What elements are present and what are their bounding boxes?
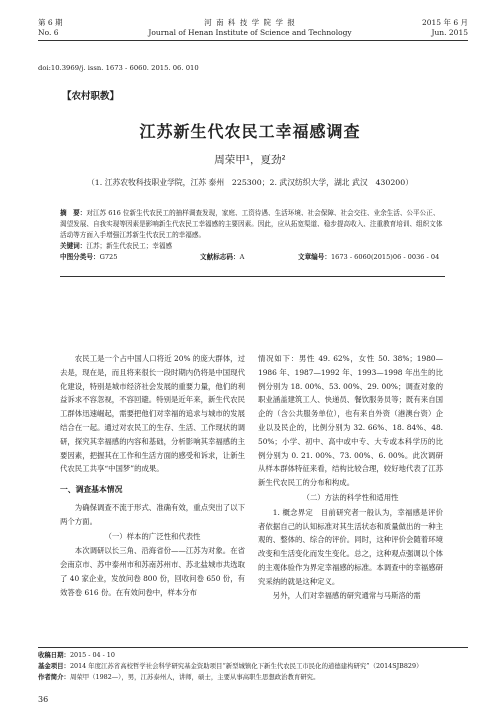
abstract-rule [60, 276, 445, 277]
author-bio-value: 周荣甲（1982—），男，江苏泰州人，讲师，硕士，主要从事高职生思想政治教育研究。 [69, 673, 320, 681]
footnote-rule [38, 647, 468, 648]
abstract [60, 208, 445, 241]
code-value: A [239, 253, 245, 261]
journal-en: Journal of Henan Institute of Science and Technology [148, 28, 352, 37]
right-column [258, 352, 443, 602]
classification-row [60, 252, 445, 263]
clc [60, 252, 117, 263]
article-label: 文章编号： [298, 253, 331, 261]
clc-label: 中图分类号： [60, 253, 100, 261]
page-number: 36 [38, 695, 49, 704]
authors: 周荣甲¹，夏劲² [214, 154, 286, 166]
header-rule [38, 40, 468, 41]
received-label: 收稿日期： [38, 651, 70, 659]
abstract-text: 对江苏 616 位新生代农民工的抽样调查发现，家庭、工资待遇、生活环境、社会保障、社会交往、业余生活、公平公正、渴望发展、自我实现等因素是影响新生代农民工幸福感的主要因素。因此，应从拓宽渠道、稳步提高收入、注重教育培训、组织文体活动等方面入手增强江苏新生代农民工的幸福感。 [60, 209, 443, 239]
section-heading-1: 一、调查基本情况 [60, 485, 123, 495]
fund-info [38, 661, 468, 672]
affiliation: （1. 江苏农牧科技职业学院，江苏 泰州 225300；2. 武汉纺织大学，湖北 武汉 430200） [86, 178, 414, 187]
fund-label: 基金项目： [38, 662, 70, 670]
subsection-heading-2: （二）方法的科学性和适用性 [302, 492, 399, 502]
subsection-1-paragraph: 本次调研以长三角、沿海省份——江苏为对象。在省会南京市、苏中泰州市和苏南苏州市、苏北盐城市共选取了 40 家企业，发放问卷 800 份，回收问卷 650 份，有效答卷 616 份。在有效问卷中，样本分布 [60, 546, 245, 597]
issue-en: No. 6 [38, 28, 59, 37]
section-1-paragraph: 为确保调查不流于形式、准确有效，重点突出了以下两个方面。 [60, 502, 245, 526]
received-date [38, 650, 468, 661]
maslow-paragraph: 另外，人们对幸福感的研究通常与马斯洛的需 [272, 590, 421, 600]
date-cn: 2015 年 6 月 [421, 18, 468, 27]
journal-cn: 河 南 科 技 学 院 学 报 [204, 18, 296, 27]
date-en: Jun. 2015 [431, 28, 468, 37]
footnote [38, 650, 468, 683]
sample-paragraph: 情况如下：男性 49. 62%，女性 50. 38%；1980—1986 年、1987—1992 年、1993—1998 年出生的比例分别为 18. 00%、53. 00%、29. 00%；调查对象的职业涵盖建筑工人、快递员、餐饮服务员等；既有来自国企的（含公共服务单位），也有来自外资（港澳台资）企业以及民企的，比例分别为 32. 66%、18. 84%、48. 50%；小学、初中、高中或中专、大专或本科学历的比例分别为 0. 21. 00%、73. 00%、6. 00%。此次调研从样本群体特征来看，结构比较合理，较好地代表了江苏新生代农民工的分布和构成。 [258, 354, 443, 488]
code-label: 文献标志码： [200, 253, 240, 261]
concept-paragraph: 1. 概念界定 目前研究者一般认为，幸福感是评价者依据自己的认知标准对其生活状态和质量做出的一种主观的、整体的、综合的评价。同时，这种评价会随着环境改变和生活变化而发生变化。总之，这种观点强调以个体的主观体验作为界定幸福感的标准。本调查中的幸福感研究采纳的就是这种定义。 [258, 507, 443, 586]
doc-code [200, 252, 244, 263]
intro-paragraph: 农民工是一个占中国人口将近 20% 的庞大群体，过去是，现在是，而且将来很长一段时期内仍将是中国现代化建设，特别是城市经济社会发展的重要力量，他们的利益诉求不容忽视，不容回避。特别是近年来，新生代农民工群体迅速崛起，需要把他们对幸福的追求与城市的发展结合在一起。通过对农民工的生存、生活、工作现状的调研，探究其幸福感的内容和基础，分析影响其幸福感的主要因素，把握其在工作和生活方面的感受和诉求，让新生代农民工共享“中国梦”的成果。 [60, 354, 245, 474]
article-value: 1673 - 6060(2015)06 - 0036 - 04 [330, 253, 440, 261]
abstract-block [60, 208, 445, 263]
keywords [60, 241, 445, 252]
issue-cn: 第 6 期 [38, 18, 63, 27]
left-column [60, 352, 245, 600]
author-bio [38, 672, 468, 683]
header-issue [38, 18, 63, 38]
subsection-heading-1: （一）样本的广泛性和代表性 [104, 531, 201, 541]
fund-value: 2014 年度江苏省高校哲学社会科学研究基金资助项目“新型城镇化下新生代农民工市民化的道德建构研究”（2014SJB829） [69, 662, 423, 670]
keywords-text: 江苏；新生代农民工；幸福感 [86, 242, 173, 250]
article-number [298, 252, 439, 263]
doi: doi:10.3969/j. issn. 1673 - 6060. 2015. 06. 010 [38, 64, 199, 72]
received-value: 2015 - 04 - 10 [69, 651, 115, 659]
abstract-label: 摘 要： [60, 209, 87, 217]
header-journal [100, 18, 400, 38]
paper-title: 江苏新生代农民工幸福感调查 [139, 122, 361, 141]
author-bio-label: 作者简介： [38, 673, 70, 681]
section-tag: 【农村职教】 [62, 91, 120, 102]
header-date [422, 18, 468, 38]
keywords-label: 关键词： [60, 242, 87, 250]
clc-value: G725 [99, 253, 118, 261]
